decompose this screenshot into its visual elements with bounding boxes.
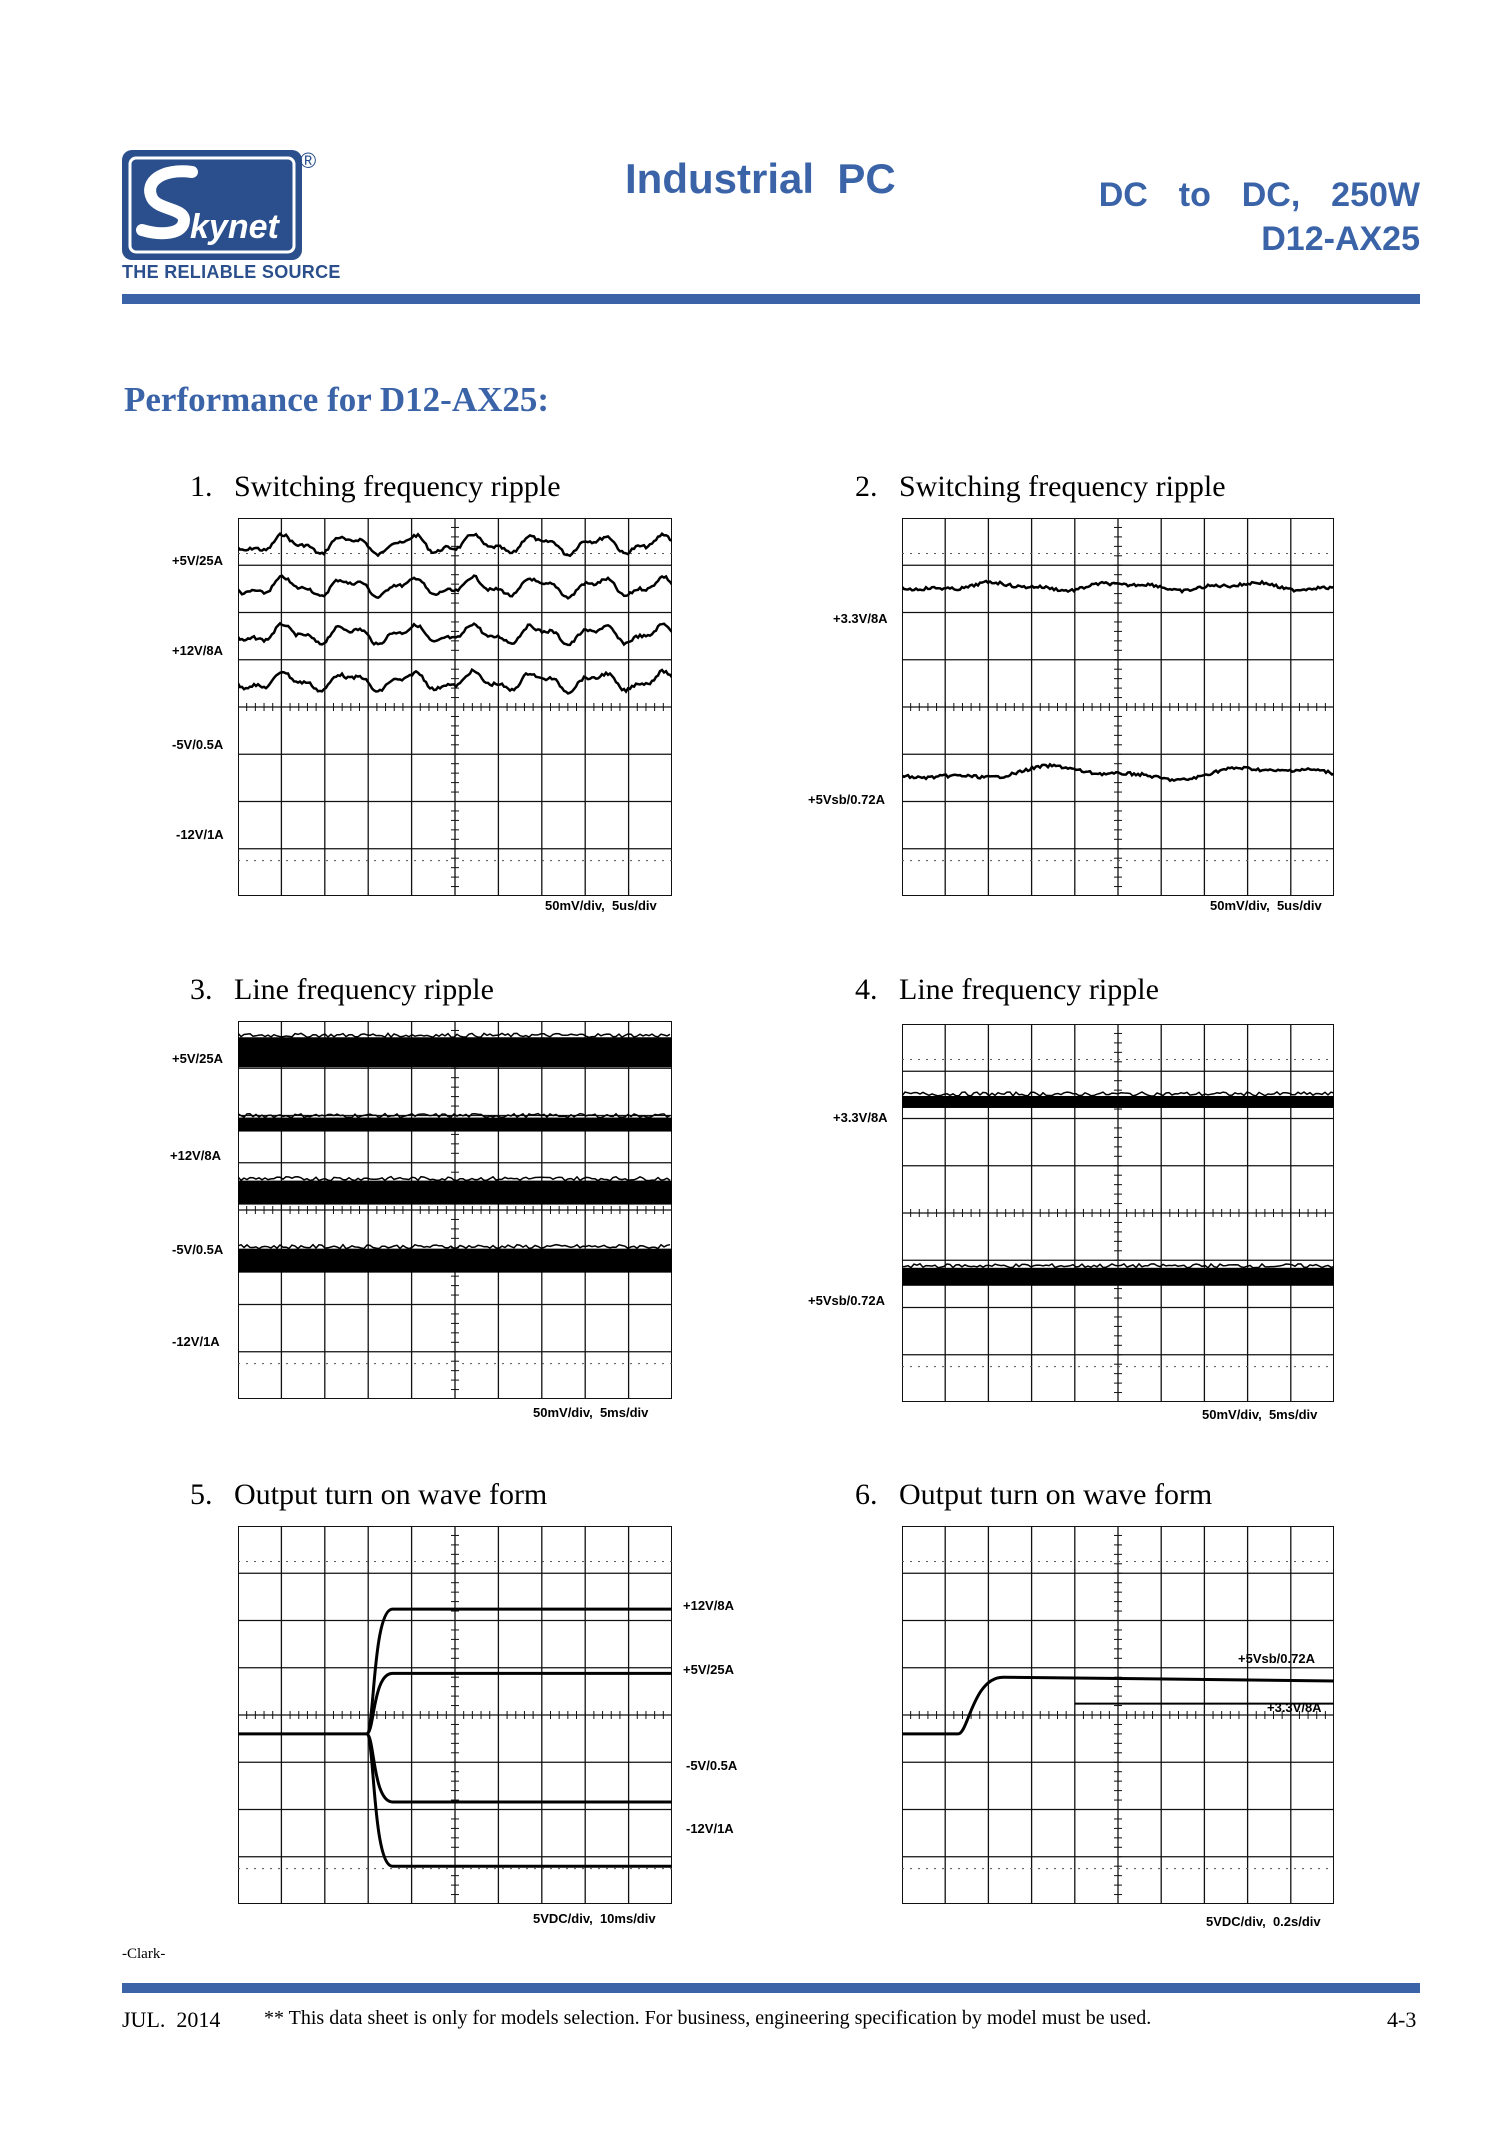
oscilloscope-plot: [902, 518, 1334, 896]
channel-label: +5Vsb/0.72A: [808, 792, 885, 807]
figure-number: 5.: [190, 1478, 213, 1511]
oscilloscope-plot: [238, 518, 672, 896]
figure-caption-text: Switching frequency ripple: [899, 470, 1226, 503]
skynet-logo: [122, 150, 302, 260]
waveform-band: [238, 1118, 672, 1132]
waveform-band: [238, 1249, 672, 1273]
scope-scale: 50mV/div, 5ms/div: [533, 1405, 649, 1420]
scope-scale: 50mV/div, 5us/div: [545, 898, 657, 913]
section-title: Performance for D12-AX25:: [124, 380, 550, 419]
footer-date: JUL. 2014: [122, 2007, 221, 2032]
channel-label: +3.3V/8A: [1267, 1700, 1322, 1715]
channel-label: -12V/1A: [176, 827, 224, 842]
page-number: 4-3: [1387, 2007, 1417, 2032]
waveform-trace: [367, 1734, 672, 1866]
author-note: -Clark-: [122, 1946, 166, 1962]
waveform-trace: [367, 1673, 672, 1733]
figure-number: 4.: [855, 973, 878, 1006]
figure-caption: [190, 973, 494, 1007]
figure-caption-text: Output turn on wave form: [899, 1478, 1213, 1511]
figure-caption-text: Line frequency ripple: [899, 973, 1159, 1006]
figure-caption-text: Switching frequency ripple: [234, 470, 561, 503]
figure-caption: [855, 470, 1226, 504]
figure-number: 3.: [190, 973, 213, 1006]
channel-label: +5V/25A: [172, 1051, 223, 1066]
figure-number: 1.: [190, 470, 213, 503]
channel-label: -5V/0.5A: [172, 1242, 224, 1257]
oscilloscope-plot: [238, 1021, 672, 1399]
scope-scale: 50mV/div, 5ms/div: [1202, 1407, 1318, 1422]
channel-label: +12V/8A: [172, 643, 223, 658]
figure-caption: [855, 1478, 1212, 1512]
oscilloscope-plot: [238, 1526, 672, 1904]
scope-scale: 5VDC/div, 10ms/div: [533, 1911, 656, 1926]
figure-caption-text: Line frequency ripple: [234, 973, 494, 1006]
figure-caption: [190, 470, 561, 504]
channel-label: +3.3V/8A: [833, 611, 888, 626]
channel-label: -5V/0.5A: [172, 737, 224, 752]
channel-label: -5V/0.5A: [686, 1758, 738, 1773]
figure-caption-text: Output turn on wave form: [234, 1478, 548, 1511]
scope-scale: 50mV/div, 5us/div: [1210, 898, 1322, 913]
channel-label: +5Vsb/0.72A: [1238, 1651, 1315, 1666]
waveform-band: [902, 1268, 1334, 1286]
model-number: D12-AX25: [1261, 220, 1420, 258]
waveform-band: [238, 1181, 672, 1205]
footer-divider: [122, 1983, 1420, 1993]
footer-disclaimer: ** This data sheet is only for models selection. For business, engineering specification by model must be used.: [264, 2007, 1152, 2029]
oscilloscope-plot: [902, 1526, 1334, 1904]
waveform-band: [238, 1037, 672, 1067]
page-title: Industrial PC: [625, 155, 896, 202]
header-divider: [122, 294, 1420, 304]
svg-text:kynet: kynet: [190, 208, 279, 246]
figure-caption: [855, 973, 1159, 1007]
channel-label: +12V/8A: [683, 1598, 734, 1613]
channel-label: +12V/8A: [170, 1148, 221, 1163]
logo-tagline: THE RELIABLE SOURCE: [122, 262, 341, 282]
oscilloscope-plot: [902, 1024, 1334, 1402]
channel-label: -12V/1A: [172, 1334, 220, 1349]
model-spec: DC to DC, 250W: [1098, 176, 1420, 214]
figure-number: 6.: [855, 1478, 878, 1511]
waveform-trace: [367, 1734, 672, 1802]
channel-label: +5V/25A: [172, 553, 223, 568]
figure-number: 2.: [855, 470, 878, 503]
registered-mark: ®: [300, 148, 317, 173]
channel-label: +3.3V/8A: [833, 1110, 888, 1125]
channel-label: +5Vsb/0.72A: [808, 1293, 885, 1308]
scope-scale: 5VDC/div, 0.2s/div: [1206, 1914, 1321, 1929]
waveform-band: [902, 1096, 1334, 1108]
figure-caption: [190, 1478, 547, 1512]
channel-label: -12V/1A: [686, 1821, 734, 1836]
channel-label: +5V/25A: [683, 1662, 734, 1677]
